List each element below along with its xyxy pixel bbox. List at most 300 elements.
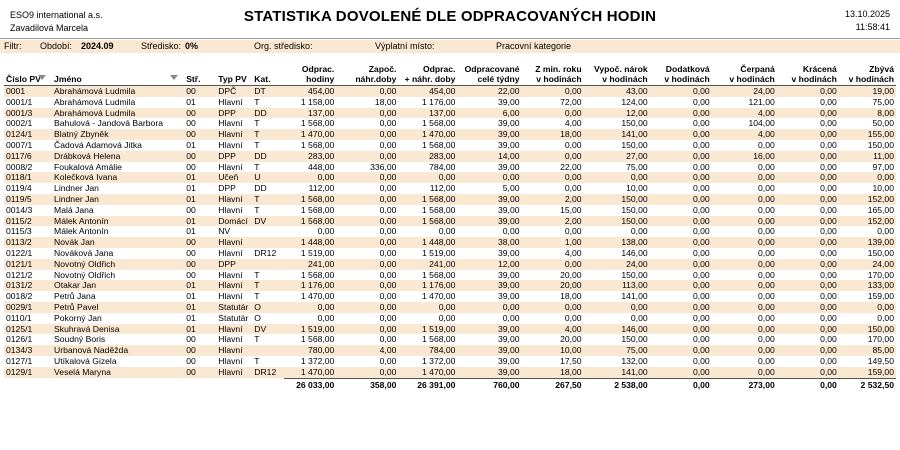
cell-dodatkova: 0,00 (650, 302, 712, 313)
cell-stredisko: 01 (186, 312, 196, 323)
table-row[interactable] (4, 205, 896, 216)
cell-odprac-hodiny: 1 470,00 (284, 129, 336, 140)
table-row[interactable] (4, 248, 896, 259)
total-zapoc-nahr: 358,00 (336, 378, 398, 392)
sort-arrow-icon[interactable] (38, 75, 46, 80)
table-row[interactable] (4, 172, 896, 183)
cell-typ-pv: NV (218, 226, 231, 237)
col-dodatkova[interactable]: Dodatková v hodinách (664, 64, 710, 84)
cell-vypoc-narok: 141,00 (584, 367, 650, 378)
cell-min-rok: 20,00 (560, 334, 582, 345)
cell-zapoc-nahr: 0,00 (336, 237, 398, 248)
table-row[interactable] (4, 129, 896, 140)
cell-odprac-hodiny: 0,00 (284, 172, 336, 183)
col-kracena[interactable]: Krácená v hodinách (791, 64, 837, 84)
cell-dodatkova: 0,00 (692, 312, 710, 323)
cell-min-rok: 0,00 (522, 86, 584, 97)
cell-kategorie: T (254, 355, 260, 366)
table-row[interactable] (4, 270, 896, 281)
cell-cerpana: 0,00 (712, 172, 777, 183)
cell-min-rok: 0,00 (564, 139, 582, 150)
cell-min-rok: 2,00 (522, 194, 584, 205)
cell-cerpana: 0,00 (758, 312, 775, 323)
cell-tydny: 0,00 (457, 302, 521, 313)
cell-tydny: 39,00 (498, 355, 520, 366)
cell-odprac-hodiny: 1 568,00 (284, 216, 336, 227)
cell-typ-pv: Hlavní (216, 324, 252, 335)
col-odprac-nahr[interactable]: Odprac. + náhr. doby (404, 64, 456, 84)
cell-zbyva: 0,00 (839, 172, 896, 183)
table-row[interactable] (4, 183, 896, 194)
cell-cerpana: 0,00 (758, 269, 775, 280)
col-typ-pv[interactable]: Typ PV (218, 73, 247, 84)
table-row[interactable] (4, 367, 896, 378)
cell-kracena: 0,00 (777, 280, 839, 291)
cell-kategorie: DT (252, 86, 284, 97)
cell-kracena: 0,00 (777, 194, 839, 205)
cell-stredisko: 00 (184, 86, 216, 97)
cell-zbyva: 165,00 (867, 204, 894, 215)
table-row[interactable] (4, 216, 896, 227)
cell-dodatkova: 0,00 (692, 161, 710, 172)
cell-odprac-hodiny: 1 568,00 (300, 204, 335, 215)
cell-stredisko: 00 (184, 108, 216, 119)
cell-min-rok: 4,00 (564, 247, 582, 258)
cell-cislo: 0127/1 (6, 355, 33, 366)
cell-zbyva: 10,00 (872, 183, 894, 194)
cell-kategorie: U (252, 172, 284, 183)
cell-min-rok: 2,00 (522, 216, 584, 227)
cell-cerpana: 0,00 (758, 161, 775, 172)
cell-vypoc-narok: 75,00 (626, 161, 648, 172)
cell-cislo: 0029/1 (4, 302, 52, 313)
cell-typ-pv: Hlavní (218, 96, 243, 107)
cell-typ-pv: Hlavní (216, 194, 252, 205)
cell-cislo: 0131/2 (4, 280, 52, 291)
col-tydny[interactable]: Odpracované celé týdny (464, 64, 520, 84)
cell-kracena: 0,00 (820, 291, 837, 302)
cell-kracena: 0,00 (820, 247, 837, 258)
col-min-rok[interactable]: Z min. roku v hodinách (535, 64, 582, 84)
org-center-label: Org. středisko: (254, 41, 313, 51)
cell-tydny: 39,00 (498, 269, 520, 280)
cell-zbyva: 8,00 (839, 108, 896, 119)
cell-jmeno: Čadová Adamová Jitka (54, 139, 142, 150)
cell-tydny: 12,00 (457, 259, 521, 270)
cell-cerpana: 0,00 (712, 237, 777, 248)
cell-typ-pv: Statutár (218, 312, 249, 323)
total-min-rok: 267,50 (522, 378, 584, 392)
cell-cerpana: 0,00 (758, 334, 775, 345)
cell-cislo: 0118/1 (4, 172, 52, 183)
cell-vypoc-narok: 150,00 (621, 204, 648, 215)
col-cerpana[interactable]: Čerpaná v hodinách (729, 64, 775, 84)
cell-odprac-hodiny: 137,00 (284, 108, 336, 119)
cell-kategorie: O (252, 302, 284, 313)
cell-typ-pv: Hlavní (218, 269, 243, 280)
table-row[interactable] (4, 356, 896, 367)
cell-vypoc-narok: 150,00 (621, 269, 648, 280)
cell-dodatkova: 0,00 (650, 237, 712, 248)
cell-odprac-nahr: 1 176,00 (422, 96, 456, 107)
cell-odprac-nahr: 1 519,00 (398, 324, 457, 335)
cell-jmeno: Abrahámová Ludmila (52, 108, 184, 119)
cell-dodatkova: 0,00 (692, 204, 710, 215)
cell-zapoc-nahr: 0,00 (336, 108, 398, 119)
cell-zapoc-nahr: 0,00 (336, 324, 398, 335)
cell-min-rok: 18,00 (522, 129, 584, 140)
cell-kracena: 0,00 (777, 172, 839, 183)
cell-kategorie: T (254, 291, 260, 302)
cell-min-rok: 1,00 (522, 237, 584, 248)
table-row[interactable] (4, 97, 896, 108)
table-row[interactable] (4, 280, 896, 291)
cell-cislo: 0018/2 (6, 291, 33, 302)
cell-zapoc-nahr: 4,00 (336, 345, 398, 356)
cell-kracena: 0,00 (777, 324, 839, 335)
cell-zapoc-nahr: 0,00 (379, 334, 397, 345)
cell-cislo: 0014/3 (6, 204, 33, 215)
cell-dodatkova: 0,00 (692, 247, 710, 258)
cell-cerpana: 0,00 (712, 259, 777, 270)
table-row[interactable] (4, 313, 896, 324)
table-row[interactable] (4, 118, 896, 129)
cell-cerpana: 0,00 (712, 367, 777, 378)
filter-bar (0, 40, 900, 53)
cell-cislo: 0001/1 (6, 96, 33, 107)
cell-typ-pv: Hlavní (216, 129, 252, 140)
cell-odprac-nahr: 454,00 (398, 86, 457, 97)
cell-odprac-hodiny: 1 568,00 (300, 139, 335, 150)
cell-vypoc-narok: 150,00 (584, 194, 650, 205)
cell-zapoc-nahr: 0,00 (336, 280, 398, 291)
cell-zbyva: 50,00 (872, 118, 894, 129)
table-row[interactable] (4, 302, 896, 313)
cell-tydny: 39,00 (457, 129, 521, 140)
cell-cislo: 0134/3 (4, 345, 52, 356)
cell-kategorie: T (254, 139, 260, 150)
cell-zbyva: 0,00 (877, 226, 894, 237)
table-row[interactable] (4, 162, 896, 173)
cell-stredisko: 00 (184, 367, 216, 378)
cell-stredisko: 00 (184, 259, 216, 270)
cell-min-rok: 0,00 (522, 108, 584, 119)
cell-vypoc-narok: 150,00 (621, 139, 648, 150)
cell-kracena: 0,00 (777, 259, 839, 270)
period-label: Období: (40, 41, 73, 51)
cell-cislo: 0117/6 (4, 151, 52, 162)
cell-jmeno: Novák Jan (52, 237, 184, 248)
cell-kategorie: DV (252, 324, 284, 335)
cell-zapoc-nahr: 0,00 (336, 86, 398, 97)
cell-vypoc-narok: 141,00 (621, 291, 648, 302)
cell-stredisko: 00 (186, 161, 196, 172)
table-row[interactable] (4, 291, 896, 302)
table-row[interactable] (4, 259, 896, 270)
cell-tydny: 39,00 (498, 161, 520, 172)
cell-kategorie (252, 226, 284, 237)
cell-cislo: 0126/1 (6, 334, 33, 345)
center-label: Středisko: (141, 41, 182, 51)
cell-kategorie: DR12 (254, 247, 277, 258)
cell-odprac-nahr: 1 470,00 (422, 291, 456, 302)
cell-kracena: 0,00 (777, 151, 839, 162)
pay-place-label: Výplatní místo: (375, 41, 435, 51)
cell-zbyva: 19,00 (839, 86, 896, 97)
cell-kracena: 0,00 (777, 237, 839, 248)
cell-kracena: 0,00 (820, 312, 837, 323)
cell-odprac-nahr: 1 470,00 (398, 367, 457, 378)
cell-cerpana: 24,00 (712, 86, 777, 97)
cell-jmeno: Lindner Jan (52, 194, 184, 205)
cell-kategorie: T (252, 194, 284, 205)
cell-stredisko: 00 (184, 237, 216, 248)
table-row[interactable] (4, 334, 896, 345)
cell-odprac-nahr: 241,00 (398, 259, 457, 270)
cell-tydny: 6,00 (457, 108, 521, 119)
cell-tydny: 39,00 (457, 345, 521, 356)
cell-kategorie: DR12 (252, 367, 284, 378)
cell-cislo: 0121/1 (4, 259, 52, 270)
cell-dodatkova: 0,00 (650, 259, 712, 270)
cell-vypoc-narok: 138,00 (584, 237, 650, 248)
total-odprac-hodiny: 26 033,00 (284, 378, 336, 392)
cell-zbyva: 150,00 (867, 139, 894, 150)
cell-min-rok: 0,00 (522, 302, 584, 313)
col-cislo[interactable]: Číslo PV (4, 58, 52, 86)
cell-zapoc-nahr: 0,00 (379, 355, 397, 366)
cell-odprac-hodiny: 0,00 (284, 302, 336, 313)
cell-vypoc-narok: 0,00 (584, 172, 650, 183)
total-vypoc-narok: 2 538,00 (584, 378, 650, 392)
cell-stredisko: 01 (184, 194, 216, 205)
cell-kracena: 0,00 (820, 334, 837, 345)
cell-jmeno: Foukalová Amálie (54, 161, 122, 172)
col-jmeno[interactable]: Jméno (52, 58, 184, 86)
cell-vypoc-narok: 24,00 (584, 259, 650, 270)
cell-min-rok: 15,00 (560, 204, 582, 215)
cell-odprac-nahr: 1 519,00 (422, 247, 456, 258)
cell-tydny: 0,00 (502, 226, 520, 237)
total-cerpana: 273,00 (712, 378, 777, 392)
cell-jmeno: Novotný Oldřich (54, 269, 116, 280)
table-row[interactable] (4, 345, 896, 356)
cell-cerpana: 0,00 (758, 139, 775, 150)
cell-odprac-nahr: 784,00 (429, 161, 456, 172)
table-row[interactable] (4, 237, 896, 248)
cell-typ-pv: Hlavní (218, 161, 243, 172)
cell-dodatkova: 0,00 (650, 86, 712, 97)
cell-kategorie (252, 259, 284, 270)
cell-tydny: 22,00 (457, 86, 521, 97)
col-zapoc-nahr[interactable]: Započ. náhr.doby (355, 64, 397, 84)
table-row[interactable] (4, 86, 896, 97)
cell-zapoc-nahr: 0,00 (336, 172, 398, 183)
cell-dodatkova: 0,00 (692, 96, 710, 107)
table-row[interactable] (4, 140, 896, 151)
cell-cerpana: 121,00 (748, 96, 775, 107)
cell-cerpana: 0,00 (712, 324, 777, 335)
cell-zapoc-nahr: 336,00 (370, 161, 397, 172)
cell-cerpana: 0,00 (758, 226, 775, 237)
cell-min-rok: 18,00 (560, 291, 582, 302)
col-vypoc-narok[interactable]: Vypoč. nárok v hodinách (593, 64, 648, 84)
table-row[interactable] (4, 226, 896, 237)
cell-odprac-nahr: 112,00 (429, 183, 456, 194)
cell-vypoc-narok: 146,00 (621, 247, 648, 258)
cell-odprac-nahr: 0,00 (438, 226, 456, 237)
cell-kategorie: T (252, 129, 284, 140)
total-tydny: 760,00 (457, 378, 521, 392)
cell-zapoc-nahr: 0,00 (379, 183, 397, 194)
cell-cislo: 0001/3 (4, 108, 52, 119)
header-row (4, 58, 896, 86)
col-kategorie[interactable]: Kat. (254, 73, 271, 84)
cell-zapoc-nahr: 0,00 (379, 247, 397, 258)
cell-odprac-hodiny: 1 568,00 (300, 269, 335, 280)
cell-zapoc-nahr: 0,00 (336, 302, 398, 313)
cell-cerpana: 16,00 (712, 151, 777, 162)
cell-tydny: 39,00 (498, 334, 520, 345)
cell-jmeno: Pokorný Jan (54, 312, 102, 323)
cell-odprac-hodiny: 1 372,00 (300, 355, 335, 366)
cell-odprac-nahr: 1 448,00 (398, 237, 457, 248)
cell-dodatkova: 0,00 (650, 129, 712, 140)
cell-stredisko: 01 (186, 226, 196, 237)
cell-jmeno: Utíkalová Gizela (54, 355, 117, 366)
total-dodatkova: 0,00 (650, 378, 712, 392)
col-zbyva[interactable]: Zbývá v hodinách (848, 64, 894, 84)
cell-zbyva: 150,00 (839, 324, 896, 335)
cell-cerpana: 4,00 (712, 108, 777, 119)
cell-vypoc-narok: 124,00 (621, 96, 648, 107)
cell-kategorie: T (254, 161, 260, 172)
table-row[interactable] (4, 324, 896, 335)
cell-vypoc-narok: 146,00 (584, 324, 650, 335)
cell-min-rok: 22,00 (560, 161, 582, 172)
total-zbyva: 2 532,50 (839, 378, 896, 392)
cell-kracena: 0,00 (777, 86, 839, 97)
cell-jmeno: Urbanová Naděžda (52, 345, 184, 356)
cell-zbyva: 152,00 (839, 194, 896, 205)
cell-min-rok: 0,00 (522, 172, 584, 183)
cell-dodatkova: 0,00 (692, 334, 710, 345)
totals-spacer (4, 378, 284, 392)
cell-dodatkova: 0,00 (650, 280, 712, 291)
cell-jmeno: Abrahámová Ludmila (52, 86, 184, 97)
cell-stredisko: 01 (184, 302, 216, 313)
cell-stredisko: 01 (184, 216, 216, 227)
cell-odprac-hodiny: 454,00 (284, 86, 336, 97)
cell-min-rok: 0,00 (522, 259, 584, 270)
cell-vypoc-narok: 75,00 (584, 345, 650, 356)
cell-zapoc-nahr: 0,00 (336, 194, 398, 205)
table-row[interactable] (4, 194, 896, 205)
cell-typ-pv: Statutár (216, 302, 252, 313)
cell-odprac-nahr: 0,00 (398, 302, 457, 313)
work-category-label: Pracovní kategorie (496, 41, 572, 51)
cell-min-rok: 17,50 (560, 355, 582, 366)
cell-kracena: 0,00 (820, 355, 837, 366)
cell-typ-pv: Domácí (216, 216, 252, 227)
cell-cislo: 0113/2 (4, 237, 52, 248)
sort-arrow-icon[interactable] (170, 75, 178, 80)
cell-zbyva: 159,00 (839, 367, 896, 378)
col-odprac-hodiny[interactable]: Odprac. hodiny (301, 64, 335, 84)
cell-dodatkova: 0,00 (650, 172, 712, 183)
cell-cislo: 0008/2 (6, 161, 33, 172)
cell-stredisko: 00 (186, 269, 196, 280)
table-row[interactable] (4, 108, 896, 119)
cell-odprac-hodiny: 1 568,00 (300, 334, 335, 345)
cell-kategorie: T (254, 269, 260, 280)
cell-vypoc-narok: 150,00 (621, 118, 648, 129)
cell-typ-pv: Hlavní (216, 345, 252, 356)
cell-tydny: 39,00 (498, 291, 520, 302)
totals-row (4, 378, 896, 392)
cell-stredisko: 00 (186, 118, 196, 129)
report-title: STATISTIKA DOVOLENÉ DLE ODPRACOVANÝCH HODIN (243, 8, 657, 25)
table-body (4, 86, 896, 379)
cell-zbyva: 0,00 (839, 302, 896, 313)
cell-kracena: 0,00 (820, 139, 837, 150)
cell-typ-pv: Hlavní (216, 280, 252, 291)
cell-kracena: 0,00 (820, 269, 837, 280)
user-name: Zavadilová Marcela (10, 23, 89, 33)
cell-kracena: 0,00 (777, 216, 839, 227)
cell-stredisko: 00 (186, 334, 196, 345)
cell-kategorie: T (252, 280, 284, 291)
cell-cerpana: 0,00 (758, 183, 775, 194)
cell-kategorie: T (254, 204, 260, 215)
cell-odprac-hodiny: 1 448,00 (284, 237, 336, 248)
cell-min-rok: 0,00 (522, 151, 584, 162)
cell-min-rok: 18,00 (522, 367, 584, 378)
cell-odprac-hodiny: 1 519,00 (300, 247, 335, 258)
cell-odprac-hodiny: 1 519,00 (284, 324, 336, 335)
cell-cislo: 0125/1 (4, 324, 52, 335)
cell-zapoc-nahr: 0,00 (336, 367, 398, 378)
cell-jmeno: Otakar Jan (52, 280, 184, 291)
cell-odprac-nahr: 1 568,00 (398, 216, 457, 227)
cell-dodatkova: 0,00 (650, 216, 712, 227)
cell-zbyva: 133,00 (839, 280, 896, 291)
cell-odprac-hodiny: 1 568,00 (284, 194, 336, 205)
cell-jmeno: Kolečková Ivana (52, 172, 184, 183)
cell-cerpana: 0,00 (712, 345, 777, 356)
cell-cislo: 0119/4 (6, 183, 32, 194)
cell-odprac-nahr: 784,00 (398, 345, 457, 356)
cell-tydny: 39,00 (457, 216, 521, 227)
cell-typ-pv: Hlavní (218, 139, 243, 150)
cell-jmeno: Novotný Oldřich (52, 259, 184, 270)
cell-min-rok: 72,00 (560, 96, 582, 107)
table-row[interactable] (4, 151, 896, 162)
cell-dodatkova: 0,00 (692, 355, 710, 366)
cell-vypoc-narok: 0,00 (584, 302, 650, 313)
cell-cislo: 0122/1 (6, 247, 33, 258)
cell-odprac-hodiny: 112,00 (308, 183, 335, 194)
cell-jmeno: Blatný Zbyněk (52, 129, 184, 140)
cell-odprac-nahr: 137,00 (398, 108, 457, 119)
cell-zapoc-nahr: 0,00 (379, 312, 397, 323)
cell-vypoc-narok: 12,00 (584, 108, 650, 119)
cell-vypoc-narok: 132,00 (621, 355, 648, 366)
cell-typ-pv: Hlavní (216, 237, 252, 248)
cell-tydny: 39,00 (498, 96, 520, 107)
cell-stredisko: 01 (186, 96, 196, 107)
col-stredisko[interactable]: Stř. (186, 73, 201, 84)
